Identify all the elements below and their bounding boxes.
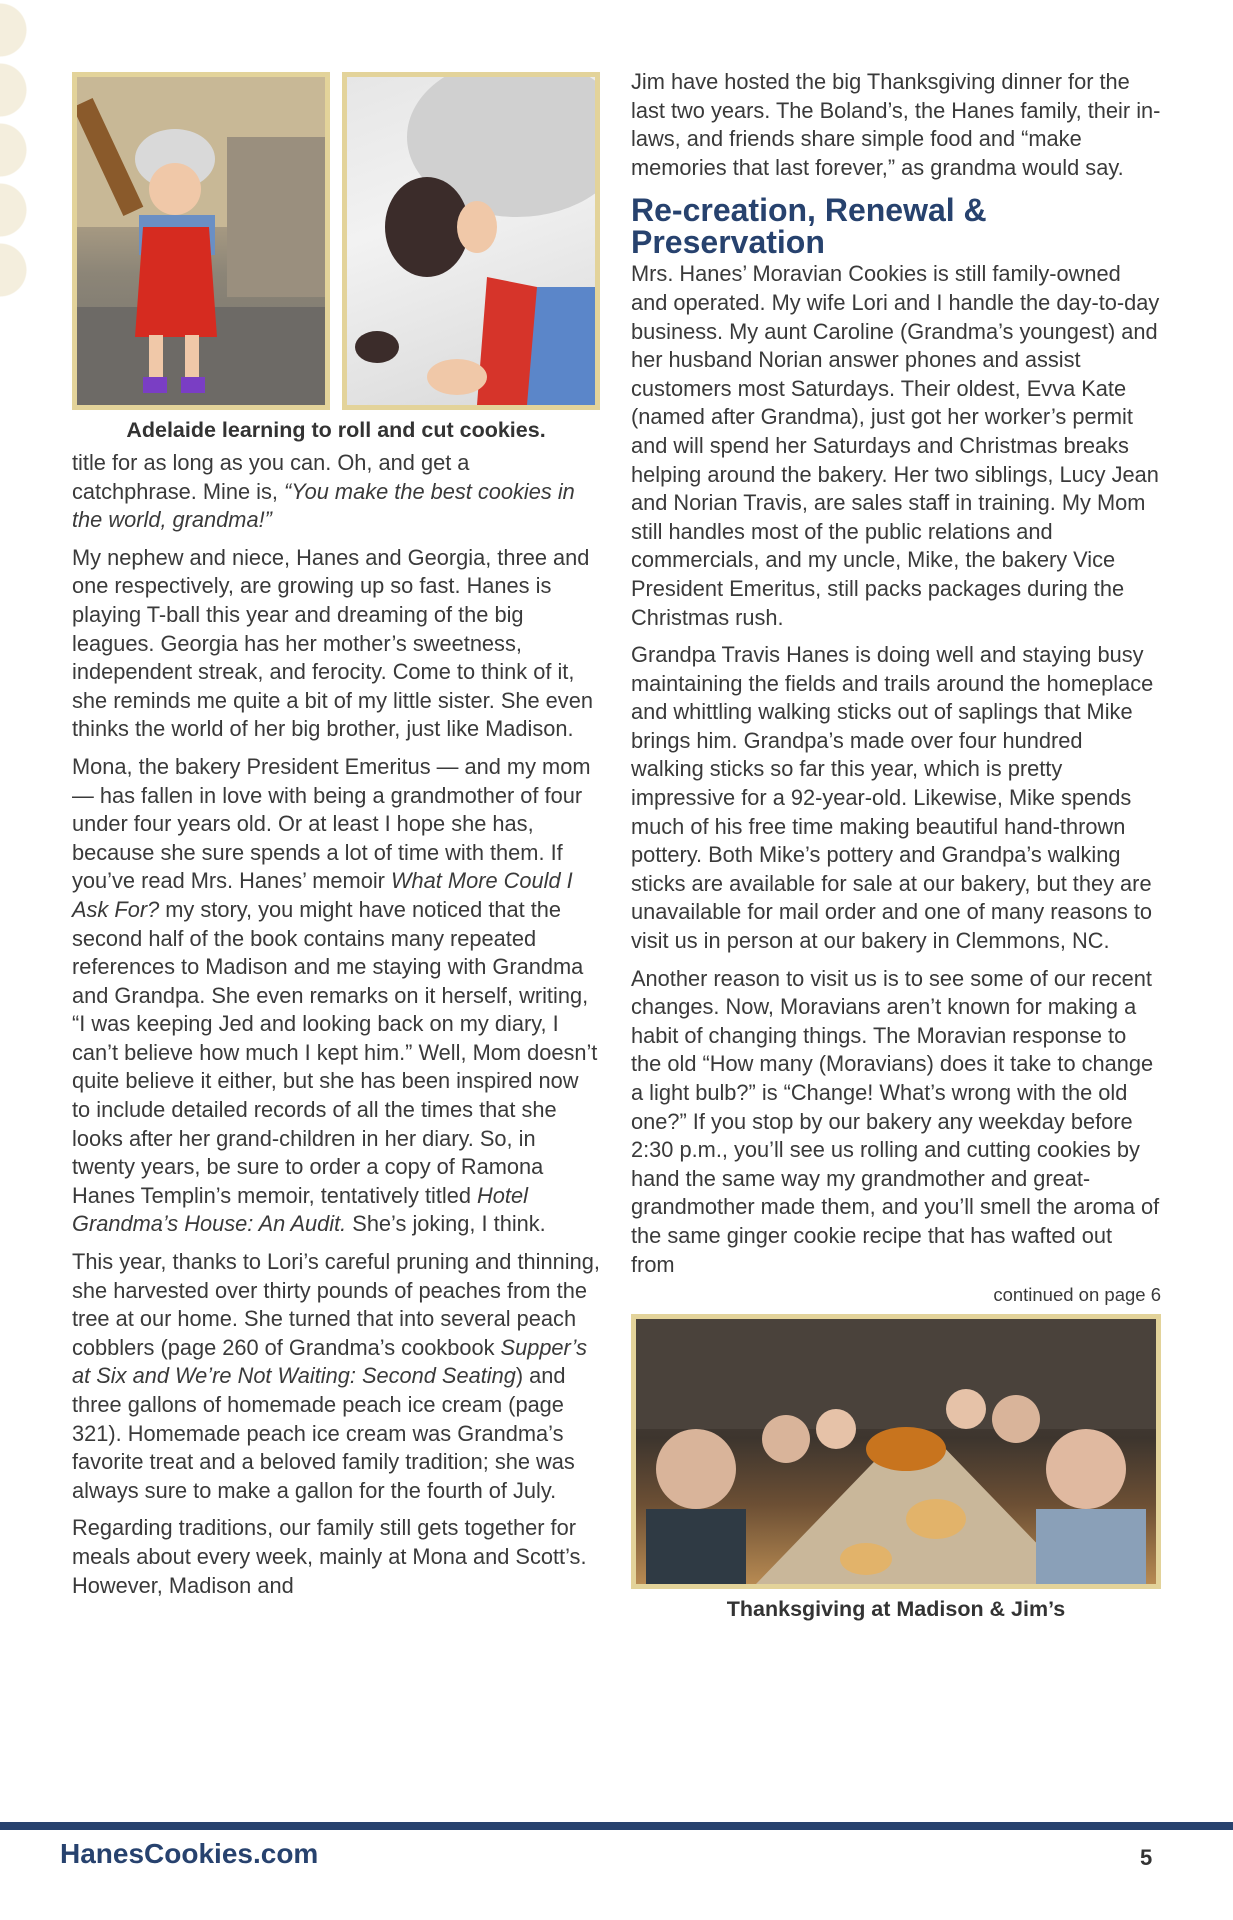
- paragraph-text: This year, thanks to Lori’s careful pruning and thinning, she harvested over thirty pounds of peaches from the tree at our home. She turned that into several peach cobblers (page 260 of Grandma’s cookbook: [72, 1249, 600, 1360]
- paragraph-traditions: Regarding traditions, our family still gets together for meals about every week, mainly at Mona and Scott’s. However, Madison and: [72, 1515, 587, 1598]
- book-title: Supper’s at Six and We’re Not Waiting: Second Seating: [72, 1334, 587, 1389]
- book-title: What More Could I Ask For?: [72, 868, 573, 922]
- dinner-illustration: [636, 1319, 1156, 1584]
- photo-caption-thanksgiving: Thanksgiving at Madison & Jim’s: [726, 1597, 1066, 1622]
- paragraph-text: my story, you might have noticed that the second half of the book contains many repeated references to Madison and me staying with Grandma and Grandpa. She even remarks on it herself, writing, “I was keeping Jed and looking back on my diary, I can’t believe how much I kept him.” Well, Mom doesn’t quite believe it either, but she has been inspired now to include detailed records of all the times that she looks after her grand-children in her diary. So, in twenty years, be sure to order a copy of Ramona Hanes Templin’s memoir, tentatively titled: [72, 896, 598, 1208]
- photo-caption-adelaide: Adelaide learning to roll and cut cookies.: [126, 418, 546, 442]
- paragraph-changes: Another reason to visit us is to see some of our recent changes. Now, Moravians aren’t known for making a habit of changing things. The Moravian response to the old “How many (Moravians) does it take to change a light bulb?” is “Change! What’s wrong with the old one?” If you stop by our bakery any weekday before 2:30 p.m., you’ll see us rolling and cutting cookies by hand the same way my grandmother and great-grandmother made them, and you’ll smell the aroma of the same ginger cookie recipe that has wafted out from: [631, 965, 1160, 1277]
- footer-website[interactable]: HanesCookies.com: [60, 1838, 319, 1869]
- paragraph-catchphrase: [72, 449, 600, 535]
- photo-pair: [72, 72, 600, 410]
- paragraph-text: She’s joking, I think.: [346, 1211, 546, 1237]
- paragraph-text: Mona, the bakery President Emeritus — and my mom — has fallen in love with being a grandmother of four under four years old. Or at least I hope she has, because she sure spends a lot of time with them. If you’ve read Mrs. Hanes’ memoir: [72, 753, 591, 894]
- photo-child-with-rolling-pin: [72, 72, 330, 410]
- child-illustration: [77, 77, 325, 405]
- photo-child-with-dough: [342, 72, 600, 410]
- paragraph-grandpa: Grandpa Travis Hanes is doing well and staying busy maintaining the fields and trails around the homeplace and whittling walking sticks out of saplings that Mike brings him. Grandpa’s made over four hundred walking sticks so far this year, which is pretty impressive for a 92-year-old. Likewise, Mike spends much of his free time making beautiful hand-thrown pottery. Both Mike’s pottery and Grandpa’s walking sticks are available for sale at our bakery, but they are unavailable for mail order and one of many reasons to visit us in person at our bakery in Clemmons, NC.: [631, 642, 1154, 954]
- paragraph-text: ) and three gallons of homemade peach ice cream (page 321). Homemade peach ice cream was Grandma’s favorite treat and a beloved family tradition; she was always sure to make a gallon for the fourth of July.: [72, 1363, 575, 1503]
- scalloped-border-decoration: [0, 0, 34, 300]
- paragraph-text: title for as long as you can. Oh, and get a catchphrase. Mine is,: [72, 450, 470, 504]
- paragraph-thanksgiving-intro: Jim have hosted the big Thanksgiving dinner for the last two years. The Boland’s, the Hanes family, their in-laws, and friends share simple food and “make memories that last forever,” as grandma would say.: [631, 69, 1161, 180]
- footer-rule: [0, 1822, 1233, 1830]
- left-column: [72, 72, 600, 1609]
- book-title: Hotel Grandma’s House: An Audit.: [72, 1182, 528, 1237]
- page-number: 5: [1140, 1845, 1153, 1870]
- paragraph-peaches: [72, 1248, 600, 1505]
- section-heading: Re-creation, Renewal & Preservation: [631, 192, 987, 261]
- continued-note: continued on page 6: [993, 1284, 1161, 1306]
- paragraph-nephew-niece: My nephew and niece, Hanes and Georgia, three and one respectively, are growing up so fast. Hanes is playing T-ball this year and dreaming of the big leagues. Georgia has her mother’s sweetness, independent streak, and ferocity. Come to think of it, she reminds me quite a bit of my little sister. She even thinks the world of her big brother, just like Madison.: [72, 544, 593, 742]
- paragraph-mona: [72, 753, 600, 1239]
- paragraph-italic: “You make the best cookies in the world, grandma!”: [72, 478, 575, 533]
- dough-illustration: [347, 77, 595, 405]
- paragraph-family-owned: Mrs. Hanes’ Moravian Cookies is still family-owned and operated. My wife Lori and I handle the day-to-day business. My aunt Caroline (Grandma’s youngest) and her husband Norian answer phones and assist customers most Saturdays. Their oldest, Evva Kate (named after Grandma), just got her worker’s permit and will spend her Saturdays and Christmas breaks helping around the bakery. Her two siblings, Lucy Jean and Norian Travis, are sales staff in training. My Mom still handles most of the public relations and commercials, and my uncle, Mike, the bakery Vice President Emeritus, still packs packages during the Christmas rush.: [631, 261, 1160, 630]
- right-column: [631, 68, 1161, 1622]
- photo-thanksgiving-dinner: [631, 1314, 1161, 1589]
